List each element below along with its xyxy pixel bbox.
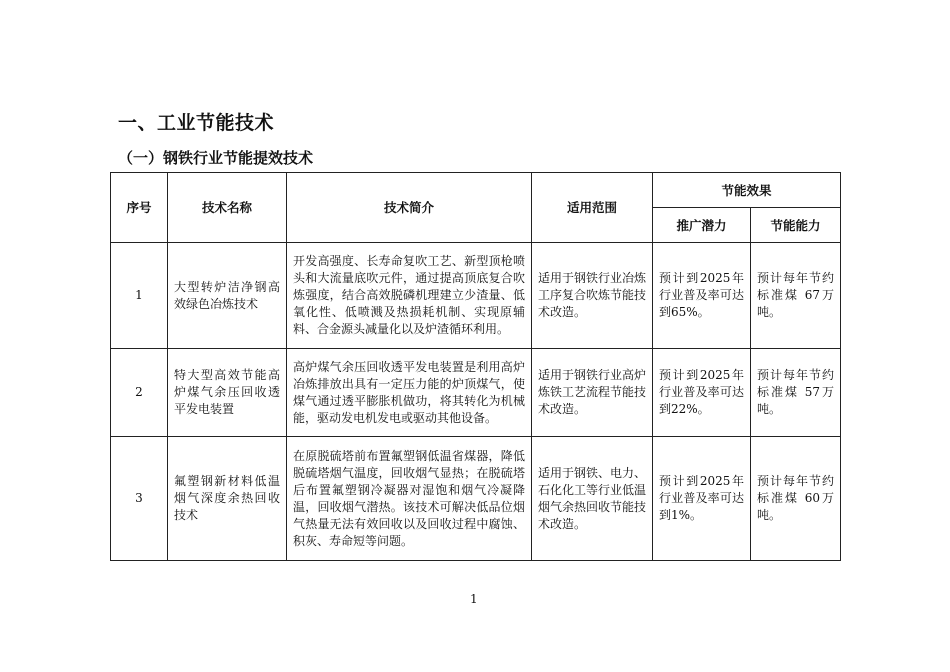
row-intro: 在原脱硫塔前布置氟塑钢低温省煤器，降低脱硫塔烟气温度，回收烟气显热；在脱硫塔后布置氟塑钢冷凝器对湿饱和烟气冷凝降温，回收烟气潜热。该技术可解决低品位烟气热量无法有效回收以及回收过程中腐蚀、积灰、寿命短等问题。 — [287, 437, 532, 561]
row-tech-name: 大型转炉洁净钢高效绿色冶炼技术 — [168, 243, 287, 349]
table-row — [111, 349, 841, 437]
header-name: 技术名称 — [168, 173, 287, 243]
subsection-heading: （一）钢铁行业节能提效技术 — [118, 149, 314, 167]
row-index: 3 — [111, 437, 168, 561]
row-capacity: 预计每年节约标准煤 60万吨。 — [751, 437, 841, 561]
row-intro: 高炉煤气余压回收透平发电装置是利用高炉冶炼排放出具有一定压力能的炉顶煤气，使煤气通过透平膨胀机做功，将其转化为机械能，驱动发电机发电或驱动其他设备。 — [287, 349, 532, 437]
row-scope: 适用于钢铁行业高炉炼铁工艺流程节能技术改造。 — [532, 349, 653, 437]
row-intro: 开发高强度、长寿命复吹工艺、新型顶枪喷头和大流量底吹元件，通过提高顶底复合吹炼强度，结合高效脱磷机理建立少渣量、低氧化性、低喷溅及热损耗机制、实现原辅料、合金源头减量化以及炉渣循环利用。 — [287, 243, 532, 349]
row-index: 2 — [111, 349, 168, 437]
header-row-1 — [111, 173, 841, 208]
row-capacity: 预计每年节约标准煤 57万吨。 — [751, 349, 841, 437]
header-potential: 推广潜力 — [653, 208, 751, 243]
row-scope: 适用于钢铁行业冶炼工序复合吹炼节能技术改造。 — [532, 243, 653, 349]
row-potential: 预计到2025年行业普及率可达到65%。 — [653, 243, 751, 349]
header-capacity: 节能能力 — [751, 208, 841, 243]
header-effect: 节能效果 — [653, 173, 841, 208]
row-tech-name: 氟塑钢新材料低温烟气深度余热回收技术 — [168, 437, 287, 561]
header-intro: 技术简介 — [287, 173, 532, 243]
row-capacity: 预计每年节约标准煤 67万吨。 — [751, 243, 841, 349]
row-index: 1 — [111, 243, 168, 349]
row-tech-name: 特大型高效节能高炉煤气余压回收透平发电装置 — [168, 349, 287, 437]
technology-table — [110, 172, 841, 561]
table-row — [111, 243, 841, 349]
row-potential: 预计到2025年行业普及率可达到22%。 — [653, 349, 751, 437]
row-scope: 适用于钢铁、电力、石化化工等行业低温烟气余热回收节能技术改造。 — [532, 437, 653, 561]
header-index: 序号 — [111, 173, 168, 243]
section-heading: 一、工业节能技术 — [118, 112, 275, 134]
header-scope: 适用范围 — [532, 173, 653, 243]
row-potential: 预计到2025年行业普及率可达到1%。 — [653, 437, 751, 561]
page-number: 1 — [470, 592, 478, 606]
table-row — [111, 437, 841, 561]
